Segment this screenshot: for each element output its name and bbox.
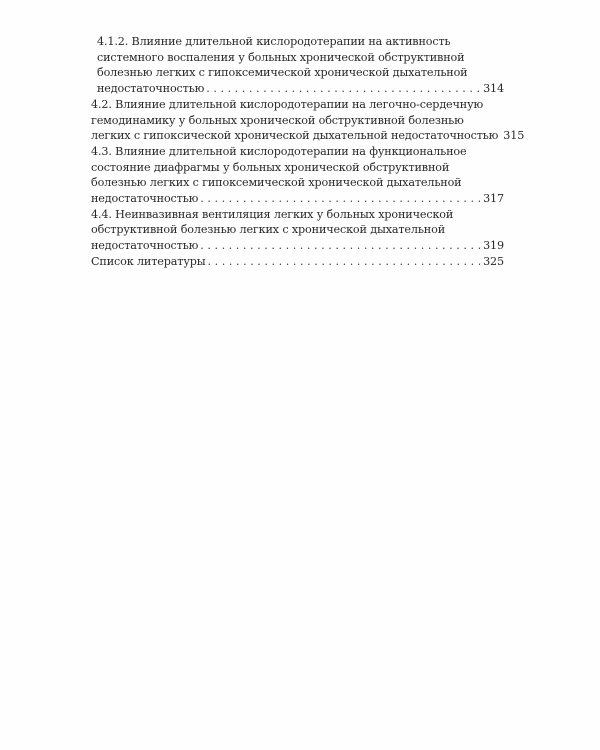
toc-entry-leader-line — [91, 254, 504, 270]
toc-entry-text: 4.1.2. Влияние длительной кислородотерапии на активность — [97, 35, 451, 48]
page-number: 319 — [483, 239, 504, 253]
toc-entry-text: недостаточностью — [97, 82, 205, 96]
dot-leader — [208, 254, 481, 270]
page-number: 325 — [483, 254, 504, 268]
toc-entry-text: недостаточностью — [91, 192, 199, 206]
table-of-contents — [91, 34, 525, 270]
toc-entry-4-2[interactable] — [91, 97, 525, 144]
page-number: 317 — [483, 192, 504, 206]
toc-entry-text: недостаточностью — [91, 239, 199, 253]
toc-entry-text: обструктивной болезнью легких с хронической дыхательной — [91, 223, 446, 237]
toc-entry-leader-line — [91, 238, 504, 254]
toc-entry-text: болезнью легких с гипоксемической хронической дыхательной — [97, 66, 468, 80]
toc-entry-text: системного воспаления у больных хронической обструктивной — [97, 50, 465, 64]
toc-entry-text: состояние диафрагмы у больных хронической обструктивной — [91, 160, 450, 174]
toc-entry-4-3[interactable] — [91, 144, 504, 207]
toc-entry-text: гемодинамику у больных хронической обструктивной болезнью — [91, 113, 464, 127]
page-number: 315 — [503, 129, 525, 143]
toc-entry-references[interactable] — [91, 254, 504, 270]
toc-entry-leader-line — [91, 128, 525, 144]
toc-entry-4-1-2[interactable] — [91, 34, 504, 97]
toc-entry-leader-line — [91, 191, 504, 207]
toc-entry-4-4[interactable] — [91, 207, 504, 254]
toc-entry-text: легких с гипоксической хронической дыхательной недостаточностью — [91, 129, 499, 143]
toc-entry-text: болезнью легких с гипоксемической хронической дыхательной — [91, 176, 462, 190]
toc-entry-text: 4.4. Неинвазивная вентиляция легких у больных хронической — [91, 207, 454, 221]
dot-leader — [206, 81, 480, 97]
toc-entry-text: Список литературы — [91, 254, 206, 268]
toc-entry-leader-line — [97, 81, 504, 97]
dot-leader — [200, 191, 480, 207]
dot-leader — [200, 238, 480, 254]
toc-entry-text: 4.3. Влияние длительной кислородотерапии на функциональное — [91, 144, 467, 158]
page-number: 314 — [483, 82, 504, 96]
toc-entry-text: 4.2. Влияние длительной кислородотерапии на легочно-сердечную — [91, 97, 484, 111]
